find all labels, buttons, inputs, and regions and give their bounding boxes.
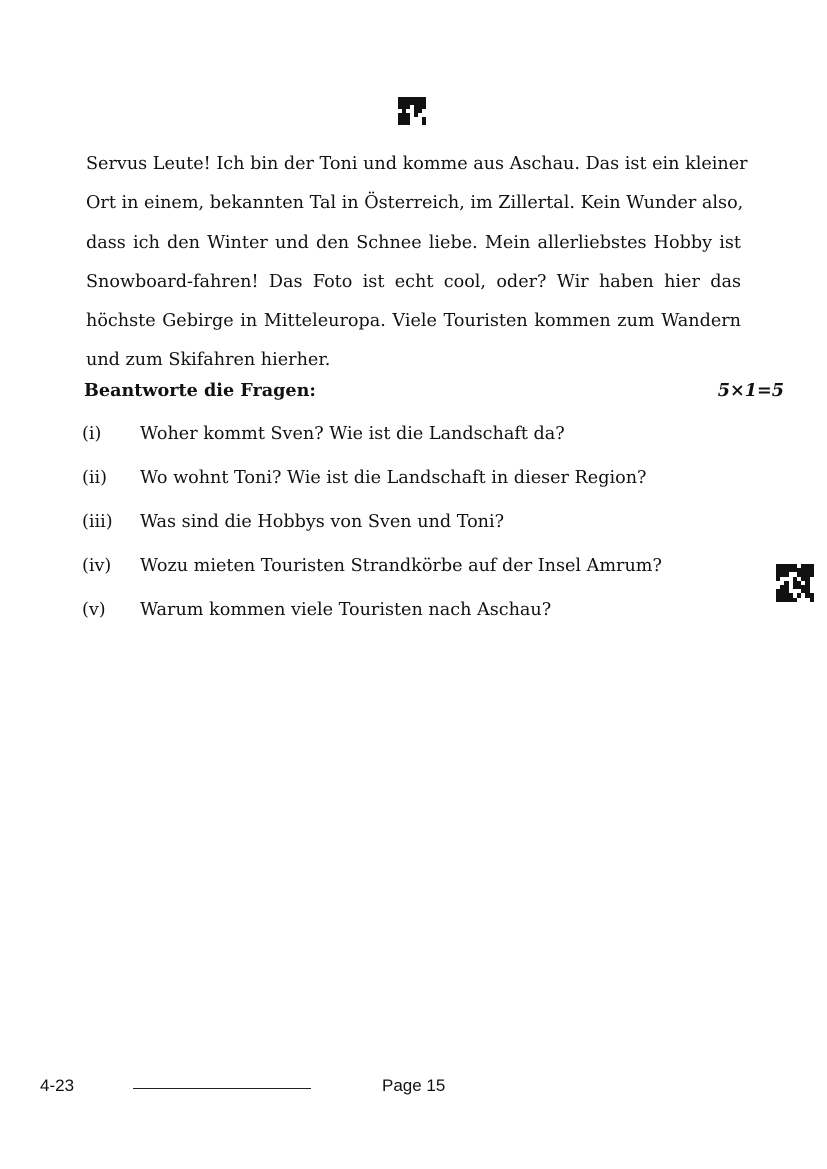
question-number: (i) — [82, 424, 102, 444]
questions-header — [84, 380, 784, 406]
marks-label: 5×1=5 — [717, 380, 784, 401]
footer-divider — [133, 1088, 311, 1089]
question-item — [82, 552, 722, 596]
passage-line: Servus Leute! Ich bin der Toni und komme aus Aschau. Das ist ein kleiner — [86, 154, 748, 174]
question-number: (v) — [82, 600, 106, 620]
qr-code-icon-side — [776, 564, 814, 602]
passage-line: Ort in einem, bekannten Tal in Österreich, im Zillertal. Kein Wunder also, — [86, 193, 744, 214]
questions-title: Beantworte die Fragen: — [84, 380, 316, 401]
passage-line: Snowboard-fahren! Das Foto ist echt cool, oder? Wir haben hier das — [86, 271, 741, 292]
question-number: (ii) — [82, 468, 107, 488]
question-item — [82, 464, 722, 508]
question-item — [82, 508, 722, 552]
qr-code-icon-top — [398, 97, 426, 125]
question-text: Woher kommt Sven? Wie ist die Landschaft da? — [140, 424, 565, 444]
question-item — [82, 420, 722, 464]
question-number: (iii) — [82, 512, 113, 532]
passage-line: dass ich den Winter und den Schnee liebe. Mein allerliebstes Hobby ist — [86, 232, 741, 253]
question-item — [82, 596, 722, 640]
question-list — [82, 420, 722, 640]
passage — [86, 145, 748, 381]
question-text: Was sind die Hobbys von Sven und Toni? — [140, 512, 505, 532]
question-text: Warum kommen viele Touristen nach Aschau? — [140, 600, 552, 620]
question-text: Wo wohnt Toni? Wie ist die Landschaft in dieser Region? — [140, 468, 647, 488]
page-number: Page 15 — [382, 1076, 446, 1095]
passage-line: und zum Skifahren hierher. — [86, 350, 331, 371]
question-number: (iv) — [82, 556, 112, 576]
page-footer — [0, 1076, 827, 1102]
paper-code: 4-23 — [40, 1076, 75, 1095]
question-text: Wozu mieten Touristen Strandkörbe auf der Insel Amrum? — [140, 556, 662, 576]
passage-line: höchste Gebirge in Mitteleuropa. Viele Touristen kommen zum Wandern — [86, 311, 741, 332]
